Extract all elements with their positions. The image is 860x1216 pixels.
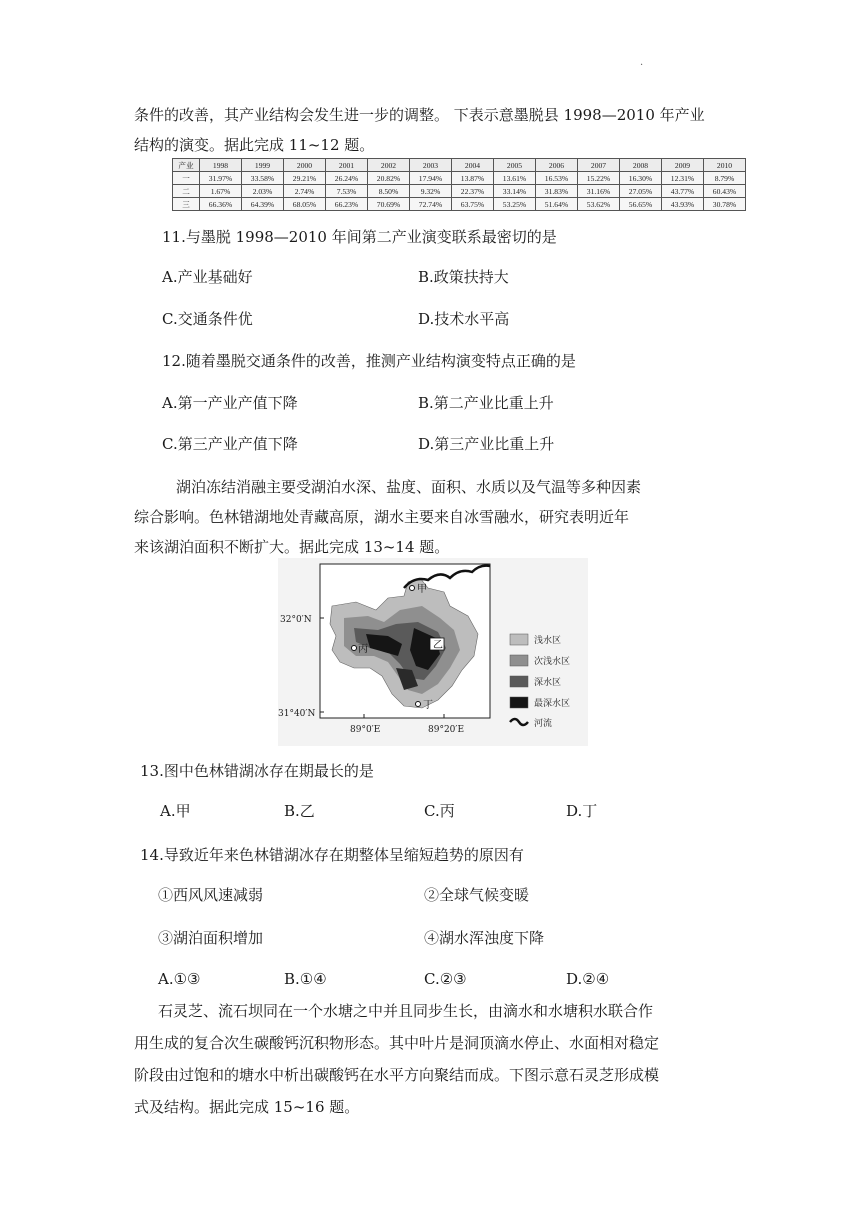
lake-intro-line-1: 湖泊冻结消融主要受湖泊水深、盐度、面积、水质以及气温等多种因素 bbox=[176, 478, 642, 496]
table-cell: 43.77% bbox=[662, 185, 704, 198]
table-cell: 60.43% bbox=[704, 185, 746, 198]
q14-statement-2: ②全球气候变暖 bbox=[424, 886, 530, 904]
q14-option-d[interactable]: D.②④ bbox=[566, 970, 610, 988]
table-cell: 15.22% bbox=[578, 172, 620, 185]
year-cell: 2006 bbox=[536, 159, 578, 172]
q14-option-b[interactable]: B.①④ bbox=[284, 970, 327, 988]
q13-option-d[interactable]: D.丁 bbox=[566, 802, 598, 820]
q14-statement-4: ④湖水浑浊度下降 bbox=[424, 929, 545, 947]
q12-option-c[interactable]: C.第三产业产值下降 bbox=[162, 435, 298, 453]
year-cell: 2010 bbox=[704, 159, 746, 172]
legend-sub-shallow-swatch bbox=[510, 655, 528, 666]
table-cell: 16.30% bbox=[620, 172, 662, 185]
table-cell: 7.53% bbox=[326, 185, 368, 198]
q13-option-b[interactable]: B.乙 bbox=[284, 802, 315, 820]
year-cell: 1999 bbox=[242, 159, 284, 172]
q11-option-c[interactable]: C.交通条件优 bbox=[162, 310, 253, 328]
row-label: 一 bbox=[173, 172, 200, 185]
table-cell: 16.53% bbox=[536, 172, 578, 185]
table-cell: 1.67% bbox=[200, 185, 242, 198]
table-cell: 9.32% bbox=[410, 185, 452, 198]
table-cell: 66.36% bbox=[200, 198, 242, 211]
table-cell: 33.58% bbox=[242, 172, 284, 185]
selin-co-lake-map bbox=[278, 558, 588, 746]
table-cell: 29.21% bbox=[284, 172, 326, 185]
table-cell: 31.97% bbox=[200, 172, 242, 185]
table-cell: 66.23% bbox=[326, 198, 368, 211]
q14-option-c[interactable]: C.②③ bbox=[424, 970, 467, 988]
question-13-stem: 13.图中色林错湖冰存在期最长的是 bbox=[140, 762, 374, 780]
intro-line-1: 条件的改善，其产业结构会发生进一步的调整。 下表示意墨脱县 1998—2010 年产业 bbox=[134, 106, 705, 124]
q14-option-a[interactable]: A.①③ bbox=[158, 970, 201, 988]
q12-option-d[interactable]: D.第三产业比重上升 bbox=[418, 435, 555, 453]
legend-shallow-swatch bbox=[510, 634, 528, 645]
table-cell: 53.62% bbox=[578, 198, 620, 211]
q14-statement-3: ③湖泊面积增加 bbox=[158, 929, 264, 947]
year-cell: 2007 bbox=[578, 159, 620, 172]
table-cell: 12.31% bbox=[662, 172, 704, 185]
table-cell: 8.79% bbox=[704, 172, 746, 185]
point-ding-marker bbox=[416, 702, 421, 707]
table-cell: 26.24% bbox=[326, 172, 368, 185]
intro-line-2: 结构的演变。据此完成 11~12 题。 bbox=[134, 136, 375, 154]
point-jia-label: 甲 bbox=[417, 584, 427, 595]
table-cell: 27.05% bbox=[620, 185, 662, 198]
lon-label-left: 89°0′E bbox=[350, 725, 381, 735]
row-label: 三 bbox=[173, 198, 200, 211]
table-cell: 53.25% bbox=[494, 198, 536, 211]
table-cell: 72.74% bbox=[410, 198, 452, 211]
point-jia-marker bbox=[410, 586, 415, 591]
shilingzhi-line-3: 阶段由过饱和的塘水中析出碳酸钙在水平方向聚结而成。下图示意石灵芝形成模 bbox=[134, 1066, 660, 1084]
q12-option-a[interactable]: A.第一产业产值下降 bbox=[162, 394, 298, 412]
q13-option-c[interactable]: C.丙 bbox=[424, 802, 455, 820]
table-cell: 17.94% bbox=[410, 172, 452, 185]
year-cell: 2005 bbox=[494, 159, 536, 172]
legend-deep-label: 深水区 bbox=[534, 678, 562, 688]
table-row bbox=[173, 185, 746, 198]
shilingzhi-line-4: 式及结构。据此完成 15~16 题。 bbox=[134, 1098, 360, 1116]
lon-label-right: 89°20′E bbox=[428, 725, 465, 735]
q11-option-d[interactable]: D.技术水平高 bbox=[418, 310, 510, 328]
year-cell: 2009 bbox=[662, 159, 704, 172]
point-bing-marker bbox=[352, 646, 357, 651]
table-header-row bbox=[173, 159, 746, 172]
lake-intro-line-2: 综合影响。色林错湖地处青藏高原，湖水主要来自冰雪融水，研究表明近年 bbox=[134, 508, 630, 526]
table-cell: 51.64% bbox=[536, 198, 578, 211]
lake-map-svg bbox=[278, 558, 588, 746]
table-cell: 56.65% bbox=[620, 198, 662, 211]
lat-label-top: 32°0′N bbox=[280, 615, 312, 625]
row-label: 二 bbox=[173, 185, 200, 198]
table-cell: 64.39% bbox=[242, 198, 284, 211]
page-mark: · bbox=[640, 60, 644, 71]
table-cell: 31.16% bbox=[578, 185, 620, 198]
q14-statement-1: ①西风风速减弱 bbox=[158, 886, 264, 904]
table-cell: 63.75% bbox=[452, 198, 494, 211]
year-cell: 2000 bbox=[284, 159, 326, 172]
question-11-stem: 11.与墨脱 1998—2010 年间第二产业演变联系最密切的是 bbox=[162, 228, 557, 246]
legend-deepest-swatch bbox=[510, 697, 528, 708]
legend-shallow-label: 浅水区 bbox=[534, 636, 562, 646]
year-cell: 2001 bbox=[326, 159, 368, 172]
year-cell: 2002 bbox=[368, 159, 410, 172]
legend-deep-swatch bbox=[510, 676, 528, 687]
point-ding-label: 丁 bbox=[423, 700, 433, 711]
table-cell: 13.87% bbox=[452, 172, 494, 185]
legend-deepest-label: 最深水区 bbox=[534, 699, 571, 709]
lake-intro-line-3: 来该湖泊面积不断扩大。据此完成 13~14 题。 bbox=[134, 538, 450, 556]
table-cell: 13.61% bbox=[494, 172, 536, 185]
table-cell: 70.69% bbox=[368, 198, 410, 211]
year-cell: 2004 bbox=[452, 159, 494, 172]
legend-sub-shallow-label: 次浅水区 bbox=[534, 657, 571, 667]
point-bing-label: 丙 bbox=[358, 644, 368, 655]
lat-label-bottom: 31°40′N bbox=[278, 709, 316, 719]
table-row bbox=[173, 198, 746, 211]
table-cell: 43.93% bbox=[662, 198, 704, 211]
table-cell: 2.03% bbox=[242, 185, 284, 198]
table-header-label: 产业 bbox=[173, 159, 200, 172]
shilingzhi-line-1: 石灵芝、流石坝同在一个水塘之中并且同步生长，由滴水和水塘积水联合作 bbox=[158, 1002, 654, 1020]
legend-river-label: 河流 bbox=[534, 719, 553, 729]
question-14-stem: 14.导致近年来色林错湖冰存在期整体呈缩短趋势的原因有 bbox=[140, 846, 524, 864]
table-row bbox=[173, 172, 746, 185]
q11-option-b[interactable]: B.政策扶持大 bbox=[418, 268, 509, 286]
industry-structure-table bbox=[172, 158, 746, 211]
table-cell: 20.82% bbox=[368, 172, 410, 185]
table-cell: 22.37% bbox=[452, 185, 494, 198]
year-cell: 2003 bbox=[410, 159, 452, 172]
year-cell: 2008 bbox=[620, 159, 662, 172]
q13-option-a[interactable]: A.甲 bbox=[160, 802, 191, 820]
table-cell: 8.50% bbox=[368, 185, 410, 198]
q12-option-b[interactable]: B.第二产业比重上升 bbox=[418, 394, 554, 412]
table-cell: 2.74% bbox=[284, 185, 326, 198]
table-cell: 31.83% bbox=[536, 185, 578, 198]
table-cell: 33.14% bbox=[494, 185, 536, 198]
point-yi-label: 乙 bbox=[433, 640, 443, 651]
table-cell: 68.05% bbox=[284, 198, 326, 211]
year-cell: 1998 bbox=[200, 159, 242, 172]
table-cell: 30.78% bbox=[704, 198, 746, 211]
question-12-stem: 12.随着墨脱交通条件的改善，推测产业结构演变特点正确的是 bbox=[162, 352, 576, 370]
shilingzhi-line-2: 用生成的复合次生碳酸钙沉积物形态。其中叶片是洞顶滴水停止、水面相对稳定 bbox=[134, 1034, 660, 1052]
q11-option-a[interactable]: A.产业基础好 bbox=[162, 268, 253, 286]
